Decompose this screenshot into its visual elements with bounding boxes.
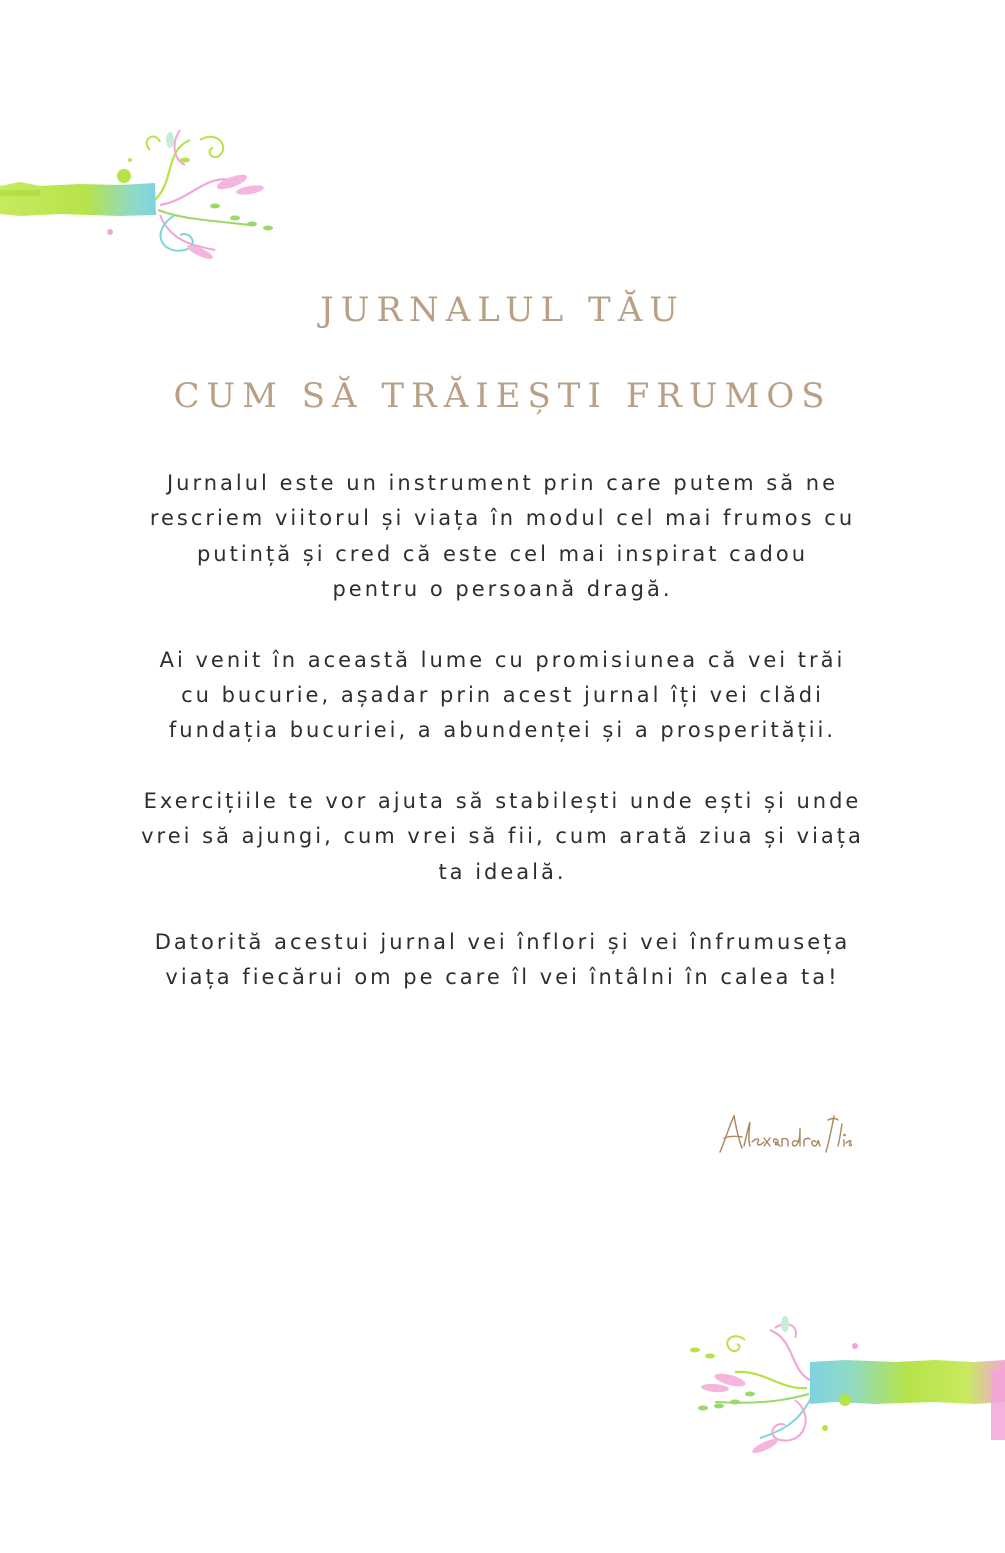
paragraph: Jurnalul este un instrument prin care putem să ne rescriem viitorul și viața în modul cel mai frumos cu putință și cred că este cel mai inspirat cadou pentru o persoană dragă. [149,471,856,602]
paragraph: Ai venit în această lume cu promisiunea că vei trăi cu bucurie, așadar prin acest jurnal îți vei clădi fundația bucuriei, a abundenței și a prosperității. [159,647,846,743]
paragraph: Datorită acestui jurnal vei înflori și vei înfrumuseța viața fiecărui om pe care îl vei întâlni în calea ta! [154,930,851,990]
floral-decoration-bottom-icon [675,1310,1005,1460]
document-subtitle: CUM SĂ TRĂIEȘTI FRUMOS [173,376,832,416]
document-title: JURNALUL TĂU [320,290,685,330]
body-text [100,466,905,1031]
floral-decoration-top-icon [0,120,300,270]
signature-icon [712,1108,852,1158]
paragraph: Exercițiile te vor ajuta să stabilești unde ești și unde vrei să ajungi, cum vrei să fii, cum arată ziua și viața ta ideală. [141,788,864,884]
